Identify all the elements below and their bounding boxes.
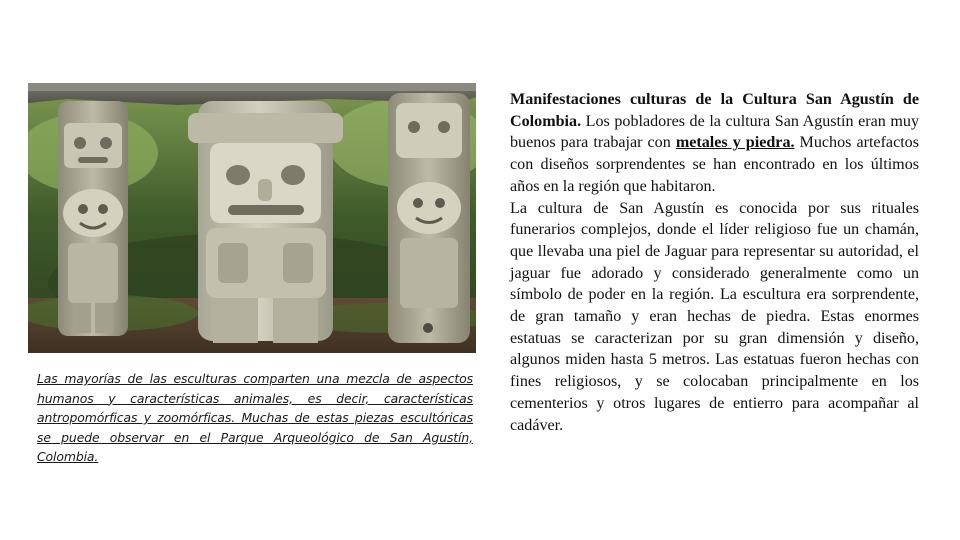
intro-text-a: Los pobladores de la cultura San Agustín eran muy buenos para trabajar con [510, 112, 919, 152]
intro-heading: Manifestaciones culturas de la Cultura San Agustín de Colombia. [510, 91, 919, 130]
right-statue [388, 93, 470, 343]
paragraph-intro [510, 89, 919, 198]
photo-caption: Las mayorías de las esculturas comparten una mezcla de aspectos humanos y características animales, es decir, características antropomórficas y zoomórficas. Muchas de estas piezas escultóricas se puede observar en el Parque Arqueológico de San Agustín, Colombia. [37, 371, 473, 465]
body-text [510, 89, 919, 436]
center-statue [188, 101, 343, 343]
intro-text-b: Muchos artefactos con diseños sorprendentes se han encontrado en los últimos años en la región que habitaron. [510, 134, 919, 195]
left-statue [58, 101, 128, 336]
paragraph-culture: La cultura de San Agustín es conocida por sus rituales funerarios complejos, donde el líder religioso fue un chamán, que llevaba una piel de Jaguar para representar su autoridad, el jaguar fue adorado y considerado generalmente como un símbolo de poder en la región. La escultura era sorprendente, de gran tamaño y eran hechas de piedra. Estas enormes estatuas se caracterizan por su gran dimensión y diseño, algunos miden hasta 5 metros. Las estatuas fueron hechas con fines religiosos, y se colocaban principalmente en los cementerios y otros lugares de entierro para acompañar al cadáver. [510, 199, 919, 434]
san-agustin-statues-photo [28, 83, 476, 353]
statues-illustration [28, 83, 476, 353]
intro-emphasis: metales y piedra. [675, 134, 795, 152]
